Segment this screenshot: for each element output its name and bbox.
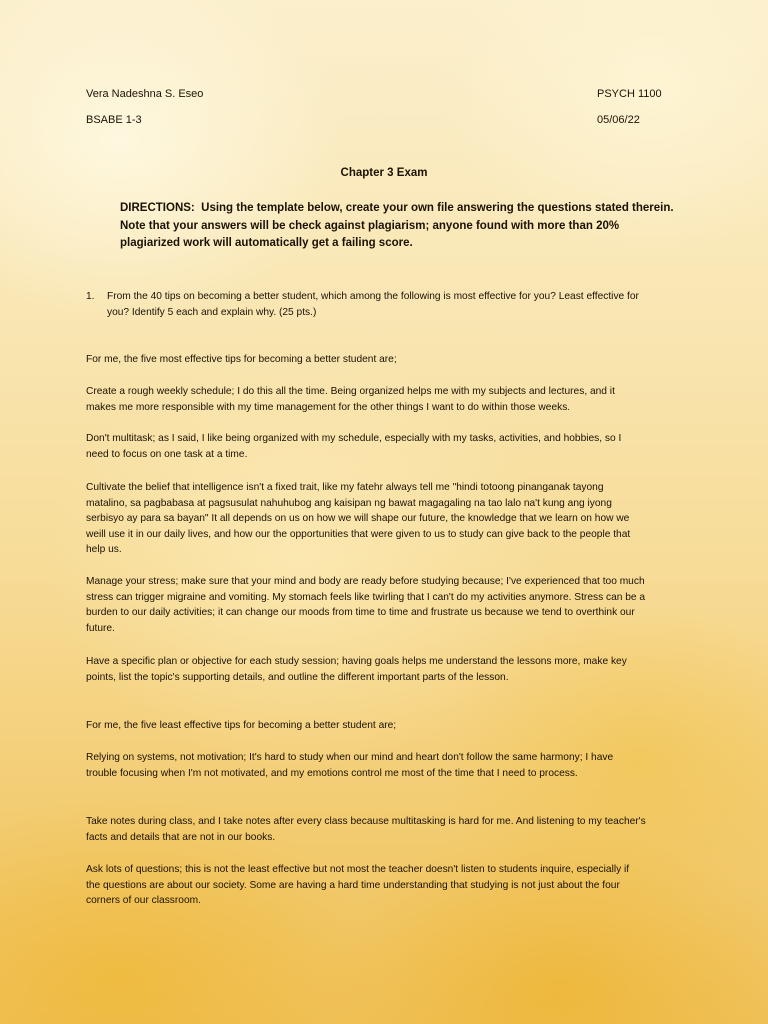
directions-block — [120, 200, 682, 253]
answer-paragraph: Cultivate the belief that intelligence isn't a fixed trait, like my fatehr always tell me "hindi totoong pinanganak tayong matalino, sa pagbabasa at pagsusulat nahuhubog ang kaisipan ng bawat magagaling na tao lalo na't kung ang iyong serbisyo ay para sa bayan" It all depends on us on how we will shape our future, the knowledge that we learn on how we weill use it in our daily lives, and how our the opportunities that were given to us to study can give back to the people that help us. — [86, 482, 631, 555]
answer-paragraph: Take notes during class, and I take notes after every class because multitasking is hard for me. And listening to my teacher's facts and details that are not in our books. — [86, 816, 646, 843]
student-section: BSABE 1-3 — [86, 114, 142, 126]
student-name: Vera Nadeshna S. Eseo — [86, 88, 204, 100]
answer-paragraph: Ask lots of questions; this is not the least effective but not most the teacher doesn't listen to students inquire, especially if the questions are about our society. Some are having a hard time understanding that studying is not just about the four corners of our classroom. — [86, 864, 630, 906]
course-code: PSYCH 1100 — [597, 88, 662, 100]
exam-date: 05/06/22 — [597, 114, 640, 126]
least-effective-intro: For me, the five least effective tips for becoming a better student are; — [86, 720, 397, 731]
directions-label: DIRECTIONS: — [120, 202, 195, 214]
answer-paragraph: Have a specific plan or objective for each study session; having goals helps me understand the lessons more, make key points, list the topic's supporting details, and outline the different important parts of the lesson. — [86, 656, 627, 683]
question-text: From the 40 tips on becoming a better student, which among the following is most effective for you? Least effective for you? Identify 5 each and explain why. (25 pts.) — [107, 291, 639, 318]
most-effective-intro: For me, the five most effective tips for becoming a better student are; — [86, 354, 397, 365]
answer-paragraph: Relying on systems, not motivation; It's hard to study when our mind and heart don't follow the same harmony; I have trouble focusing when I'm not motivated, and my emotions control me most of the time that I need to process. — [86, 752, 614, 779]
document-title: Chapter 3 Exam — [340, 167, 428, 179]
question-number: 1. — [86, 291, 95, 302]
answer-paragraph: Don't multitask; as I said, I like being organized with my schedule, especially with my tasks, activities, and hobbies, so I need to focus on one task at a time. — [86, 433, 622, 460]
answer-paragraph: Create a rough weekly schedule; I do this all the time. Being organized helps me with my subjects and lectures, and it makes me more responsible with my time management for the other things I want to do within those weeks. — [86, 386, 615, 413]
question-item — [86, 289, 646, 320]
directions-text: Using the template below, create your own file answering the questions stated therein. Note that your answers will be check against plagiarism; anyone found with more than 20% plagiarized work will automatically get a failing score. — [120, 202, 674, 249]
answer-paragraph: Manage your stress; make sure that your mind and body are ready before studying because; I've experienced that too much stress can trigger migraine and vomiting. My stomach feels like twirling that I can't do my activities anymore. Stress can be a burden to our daily activities; it can change our moods from time to time and frustrate us because we tend to overthink our future. — [86, 576, 646, 634]
